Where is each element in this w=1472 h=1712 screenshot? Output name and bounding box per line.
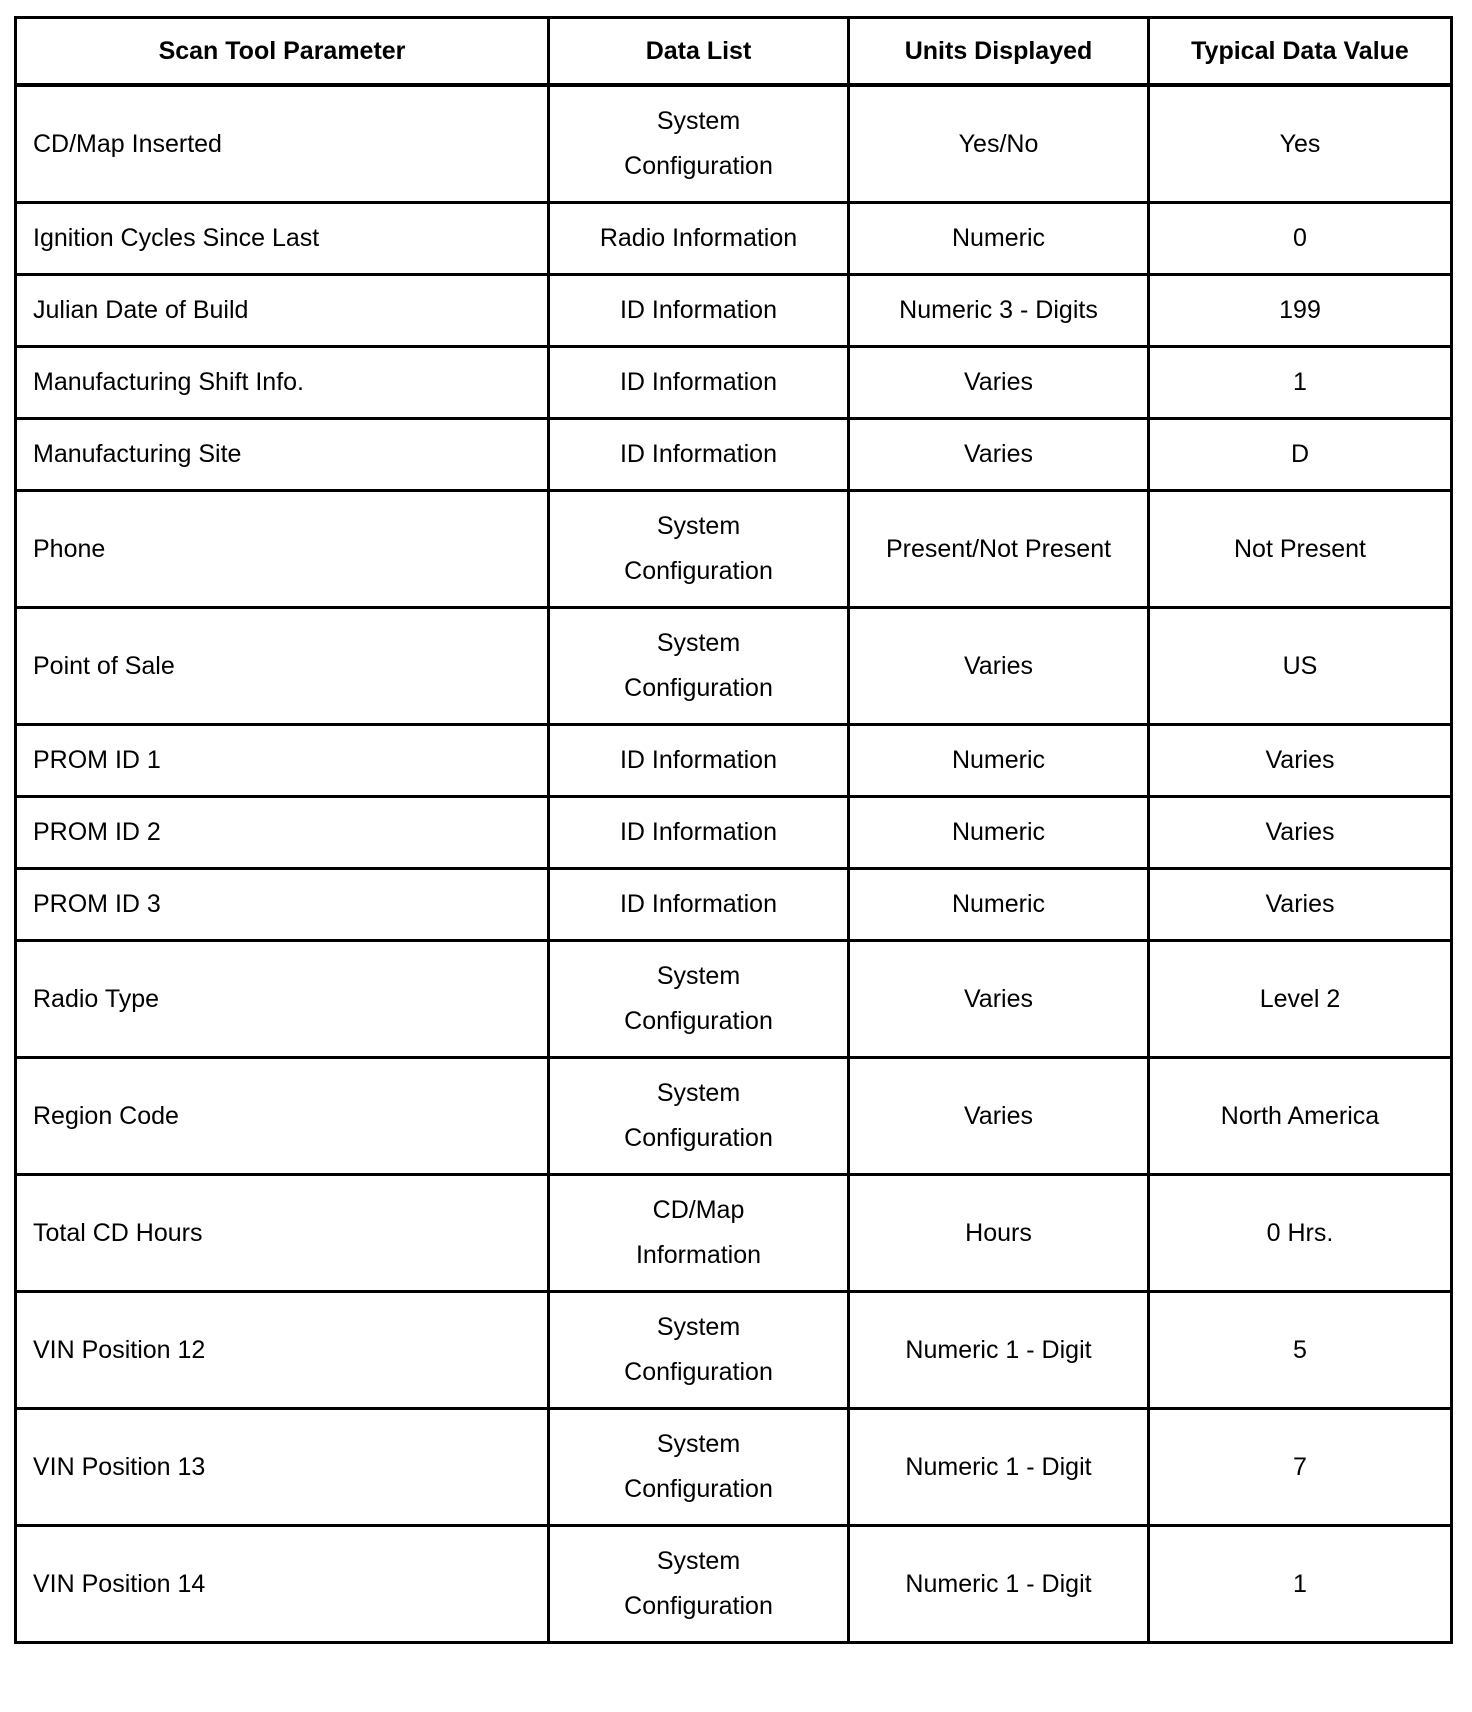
cell-data-list-line: System — [656, 629, 741, 657]
cell-data-list — [549, 608, 849, 725]
cell-data-list — [549, 1175, 849, 1292]
cell-units-displayed: Numeric — [849, 869, 1149, 941]
cell-data-list — [549, 203, 849, 275]
cell-units-displayed: Present/Not Present — [849, 491, 1149, 608]
cell-data-list-line: CD/Map — [652, 1196, 745, 1224]
cell-data-list-line: Radio Information — [599, 224, 798, 252]
cell-data-list-line: System — [656, 962, 741, 990]
table-row — [16, 725, 1452, 797]
cell-scan-tool-parameter: Ignition Cycles Since Last — [16, 203, 549, 275]
cell-data-list-line: Configuration — [624, 1475, 773, 1503]
cell-units-displayed: Yes/No — [849, 85, 1149, 203]
cell-units-displayed: Varies — [849, 608, 1149, 725]
cell-units-displayed: Numeric 1 - Digit — [849, 1292, 1149, 1409]
table-row — [16, 608, 1452, 725]
cell-data-list-line: ID Information — [619, 368, 777, 396]
cell-typical-data-value: Yes — [1149, 85, 1452, 203]
cell-data-list-line: Configuration — [624, 152, 773, 180]
cell-data-list-line: Configuration — [624, 674, 773, 702]
cell-scan-tool-parameter: VIN Position 13 — [16, 1409, 549, 1526]
cell-typical-data-value: Not Present — [1149, 491, 1452, 608]
cell-data-list-line: Configuration — [624, 557, 773, 585]
cell-data-list-line: Configuration — [624, 1592, 773, 1620]
cell-units-displayed: Varies — [849, 941, 1149, 1058]
cell-typical-data-value: Varies — [1149, 725, 1452, 797]
cell-scan-tool-parameter: PROM ID 1 — [16, 725, 549, 797]
cell-data-list — [549, 491, 849, 608]
table-row — [16, 85, 1452, 203]
cell-typical-data-value: 0 — [1149, 203, 1452, 275]
cell-scan-tool-parameter: Total CD Hours — [16, 1175, 549, 1292]
cell-scan-tool-parameter: Julian Date of Build — [16, 275, 549, 347]
cell-data-list — [549, 419, 849, 491]
scan-tool-parameter-table — [14, 16, 1453, 1644]
cell-data-list — [549, 725, 849, 797]
cell-typical-data-value: Level 2 — [1149, 941, 1452, 1058]
cell-data-list-line: Configuration — [624, 1007, 773, 1035]
cell-data-list-line: System — [656, 107, 741, 135]
cell-data-list-line: Configuration — [624, 1358, 773, 1386]
cell-data-list-line: Configuration — [624, 1124, 773, 1152]
cell-units-displayed: Varies — [849, 419, 1149, 491]
header-scan-tool-parameter: Scan Tool Parameter — [16, 18, 549, 86]
header-data-list: Data List — [549, 18, 849, 86]
cell-data-list — [549, 1292, 849, 1409]
cell-data-list — [549, 869, 849, 941]
cell-typical-data-value: US — [1149, 608, 1452, 725]
cell-data-list — [549, 85, 849, 203]
cell-data-list-line: ID Information — [619, 818, 777, 846]
cell-scan-tool-parameter: Phone — [16, 491, 549, 608]
cell-scan-tool-parameter: Manufacturing Site — [16, 419, 549, 491]
header-typical-data-value: Typical Data Value — [1149, 18, 1452, 86]
cell-units-displayed: Numeric 3 - Digits — [849, 275, 1149, 347]
cell-scan-tool-parameter: Manufacturing Shift Info. — [16, 347, 549, 419]
cell-scan-tool-parameter: CD/Map Inserted — [16, 85, 549, 203]
cell-units-displayed: Hours — [849, 1175, 1149, 1292]
cell-data-list-line: System — [656, 1079, 741, 1107]
cell-data-list — [549, 1409, 849, 1526]
table-body — [16, 85, 1452, 1643]
table-header — [16, 18, 1452, 86]
cell-typical-data-value: D — [1149, 419, 1452, 491]
cell-typical-data-value: North America — [1149, 1058, 1452, 1175]
cell-typical-data-value: Varies — [1149, 797, 1452, 869]
cell-typical-data-value: 1 — [1149, 1526, 1452, 1643]
header-units-displayed: Units Displayed — [849, 18, 1149, 86]
table-row — [16, 1292, 1452, 1409]
cell-scan-tool-parameter: Region Code — [16, 1058, 549, 1175]
cell-data-list-line: ID Information — [619, 296, 777, 324]
header-row — [16, 18, 1452, 86]
cell-scan-tool-parameter: VIN Position 14 — [16, 1526, 549, 1643]
cell-typical-data-value: 1 — [1149, 347, 1452, 419]
cell-data-list-line: System — [656, 1313, 741, 1341]
cell-scan-tool-parameter: Point of Sale — [16, 608, 549, 725]
cell-scan-tool-parameter: Radio Type — [16, 941, 549, 1058]
cell-data-list — [549, 1526, 849, 1643]
table-row — [16, 869, 1452, 941]
cell-data-list-line: Information — [635, 1241, 762, 1269]
cell-units-displayed: Numeric — [849, 203, 1149, 275]
cell-typical-data-value: 5 — [1149, 1292, 1452, 1409]
table-row — [16, 491, 1452, 608]
cell-data-list-line: ID Information — [619, 746, 777, 774]
table-row — [16, 797, 1452, 869]
table-row — [16, 203, 1452, 275]
cell-data-list — [549, 941, 849, 1058]
cell-typical-data-value: 7 — [1149, 1409, 1452, 1526]
cell-units-displayed: Numeric 1 - Digit — [849, 1526, 1149, 1643]
cell-data-list — [549, 797, 849, 869]
cell-data-list-line: System — [656, 1547, 741, 1575]
cell-scan-tool-parameter: PROM ID 3 — [16, 869, 549, 941]
cell-typical-data-value: 0 Hrs. — [1149, 1175, 1452, 1292]
table-row — [16, 347, 1452, 419]
table-row — [16, 1526, 1452, 1643]
cell-data-list — [549, 1058, 849, 1175]
cell-scan-tool-parameter: PROM ID 2 — [16, 797, 549, 869]
table-row — [16, 419, 1452, 491]
cell-data-list — [549, 347, 849, 419]
cell-data-list-line: System — [656, 512, 741, 540]
cell-data-list-line: ID Information — [619, 440, 777, 468]
table-row — [16, 275, 1452, 347]
cell-data-list-line: System — [656, 1430, 741, 1458]
cell-data-list-line: ID Information — [619, 890, 777, 918]
table-row — [16, 1409, 1452, 1526]
cell-typical-data-value: 199 — [1149, 275, 1452, 347]
cell-units-displayed: Varies — [849, 347, 1149, 419]
table-row — [16, 941, 1452, 1058]
table-row — [16, 1175, 1452, 1292]
cell-typical-data-value: Varies — [1149, 869, 1452, 941]
cell-units-displayed: Numeric — [849, 725, 1149, 797]
cell-data-list — [549, 275, 849, 347]
cell-units-displayed: Numeric — [849, 797, 1149, 869]
cell-units-displayed: Numeric 1 - Digit — [849, 1409, 1149, 1526]
table-row — [16, 1058, 1452, 1175]
cell-scan-tool-parameter: VIN Position 12 — [16, 1292, 549, 1409]
cell-units-displayed: Varies — [849, 1058, 1149, 1175]
